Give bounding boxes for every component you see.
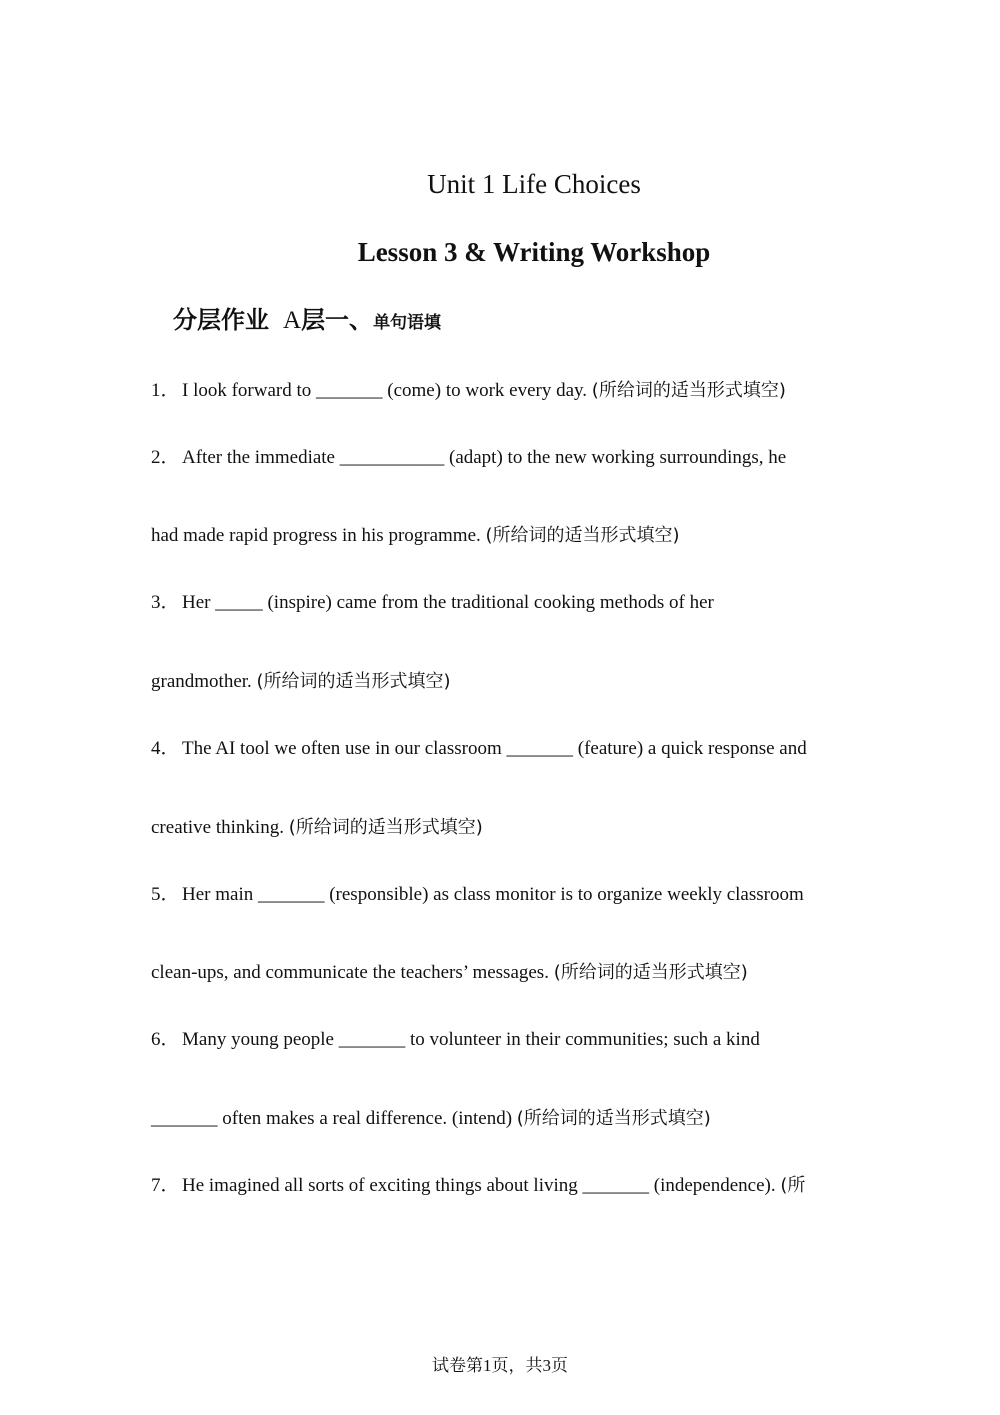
question-text: creative thinking. [151, 817, 289, 838]
question-number: 2． [151, 447, 180, 468]
question-text: After the immediate ___________ (adapt) to the new working surroundings, he [182, 447, 787, 468]
section-heading [173, 302, 441, 342]
instruction-note: (所给词的适当形式填空) [256, 671, 451, 692]
question-7-line-1 [151, 1173, 805, 1199]
question-text: clean-ups, and communicate the teachers’ messages. [151, 962, 554, 983]
question-text: I look forward to _______ (come) to work every day. [182, 380, 592, 401]
question-text: grandmother. [151, 671, 257, 692]
question-number: 7． [151, 1175, 180, 1196]
question-text: The AI tool we often use in our classroom _______ (feature) a quick response and [182, 738, 807, 759]
instruction-note: (所给词的适当形式填空) [553, 962, 748, 983]
question-number: 4． [151, 738, 180, 759]
question-text: Her main _______ (responsible) as class monitor is to organize weekly classroom [182, 884, 804, 905]
question-6-line-1 [151, 1027, 760, 1053]
question-2-line-2 [151, 523, 680, 549]
question-text: Many young people _______ to volunteer in their communities; such a kind [182, 1029, 760, 1050]
section-heading-main: 分层作业 [173, 306, 269, 334]
question-2-line-1 [151, 445, 786, 471]
question-number: 3． [151, 592, 180, 613]
question-5-line-2 [151, 960, 748, 986]
question-number: 5． [151, 884, 180, 905]
question-text: had made rapid progress in his programme. [151, 525, 486, 546]
question-text: Her _____ (inspire) came from the traditional cooking methods of her [182, 592, 714, 613]
instruction-note: (所给词的适当形式填空) [591, 380, 786, 401]
lesson-title: Lesson 3 & Writing Workshop [357, 237, 711, 267]
question-3-line-2 [151, 669, 451, 695]
section-heading-level: A [283, 307, 302, 334]
instruction-note: (所 [780, 1175, 806, 1196]
section-heading-layer: 层一、 [301, 306, 374, 334]
question-text: He imagined all sorts of exciting things about living _______ (independence). [182, 1175, 781, 1196]
question-4-line-1 [151, 736, 807, 762]
question-4-line-2 [151, 815, 483, 841]
page-footer: 试卷第1页，共3页 [432, 1356, 568, 1375]
instruction-note: (所给词的适当形式填空) [516, 1108, 711, 1129]
question-number: 1． [151, 380, 180, 401]
instruction-note: (所给词的适当形式填空) [485, 525, 680, 546]
question-text: _______ often makes a real difference. (intend) [151, 1108, 517, 1129]
unit-title: Unit 1 Life Choices [427, 169, 641, 199]
question-5-line-1 [151, 882, 804, 908]
question-number: 6． [151, 1029, 180, 1050]
instruction-note: (所给词的适当形式填空) [288, 817, 483, 838]
question-1-line-1 [151, 378, 786, 404]
question-6-line-2 [151, 1106, 711, 1132]
section-heading-type: 单句语填 [373, 313, 442, 333]
question-3-line-1 [151, 590, 714, 616]
